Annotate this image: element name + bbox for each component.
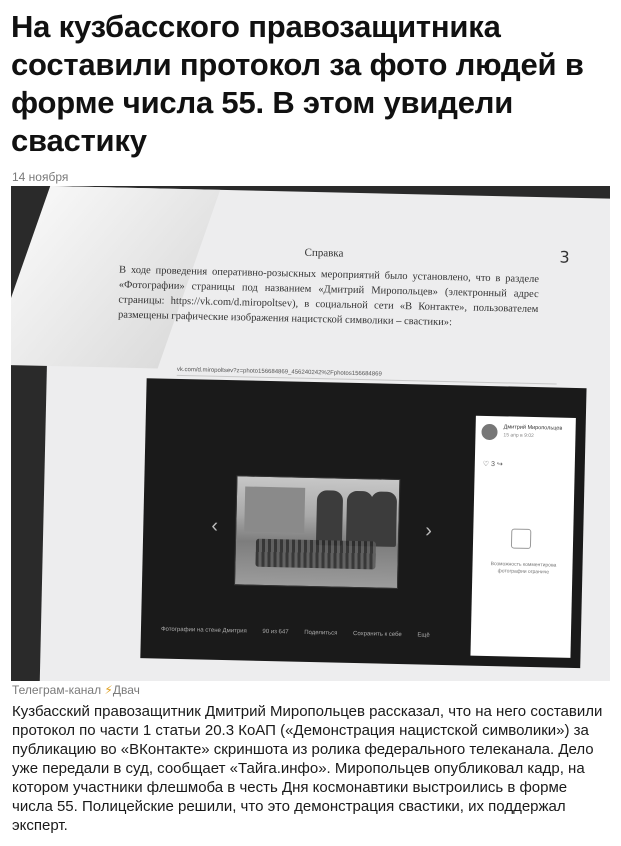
document-text: В ходе проведения оперативно-розыскных мероприятий было установлено, что в разделе «Фотографии» страницы под названием «Дмитрий Миропольцев» (электронный адрес страницы: https://vk.com/d.miropoltsev), в социальной сети «В Контакте», пользователем размещены графические изображения нацистской символики – свастики»: bbox=[117, 264, 540, 329]
author-name: Дмитрий Миропольцев bbox=[503, 424, 563, 432]
tree-shape bbox=[316, 490, 343, 546]
screenshot-url: vk.com/d.miropoltsev?z=photo156684869_456240242%2Fphotos156684869 bbox=[177, 367, 557, 385]
building-shape bbox=[244, 486, 305, 532]
photo-caption: Фотографии на стене Дмитрия bbox=[160, 626, 247, 635]
lock-icon bbox=[511, 529, 531, 549]
chevron-left-icon: ‹ bbox=[211, 514, 219, 537]
tree-shape bbox=[370, 491, 397, 547]
lightning-icon: ⚡ bbox=[104, 683, 113, 697]
share-link: Поделиться bbox=[304, 629, 338, 637]
flashmob-photo bbox=[234, 475, 400, 589]
article-headline: На кузбасского правозащитника составили протокол за фото людей в форме числа 55. В этом увидели свастику bbox=[11, 9, 584, 158]
document-sheet bbox=[38, 186, 610, 681]
comments-disabled-note: Возможность комментирова фотографии ограниче bbox=[490, 561, 557, 576]
article-photo bbox=[11, 186, 610, 681]
tree-shape bbox=[346, 491, 373, 547]
likes-count bbox=[483, 460, 503, 468]
share-icon: ↪ bbox=[496, 461, 503, 469]
photo-credit bbox=[12, 683, 140, 697]
save-link: Сохранить к себе bbox=[352, 630, 402, 639]
crowd-formation bbox=[255, 539, 376, 570]
article-date: 14 ноября bbox=[12, 170, 69, 184]
photo-counter: 90 из 647 bbox=[262, 628, 289, 636]
photo-caption-bar bbox=[161, 627, 461, 640]
handwritten-page-number: 3 bbox=[559, 247, 570, 267]
vk-side-panel bbox=[470, 416, 575, 658]
credit-prefix: Телеграм-канал bbox=[12, 683, 105, 697]
post-time: 15 апр в 9:02 bbox=[503, 432, 534, 440]
article-body: Кузбасский правозащитник Дмитрий Миропольцев рассказал, что на него составили протокол по части 1 статьи 20.3 КоАП («Демонстрация нацистской символики») за публикацию во «ВКонтакте» скриншота из ролика федерального телеканала. Дело уже передали в суд, сообщает «Тайга.инфо». Миропольцев опубликовал кадр, на котором участники флешмоба в честь Дня космонавтики выстроились в форме числа 55. Полицейские решили, что это демонстрация свастики, их поддержал эксперт. bbox=[12, 703, 603, 834]
likes-value: 3 bbox=[490, 461, 496, 469]
document-title: Справка bbox=[304, 246, 344, 260]
avatar bbox=[481, 424, 497, 440]
chevron-right-icon: › bbox=[425, 519, 433, 542]
credit-source[interactable]: Двач bbox=[112, 683, 140, 697]
more-link: Ещё bbox=[417, 632, 430, 639]
vk-screenshot bbox=[140, 378, 586, 668]
heart-icon: ♡ bbox=[482, 460, 490, 469]
